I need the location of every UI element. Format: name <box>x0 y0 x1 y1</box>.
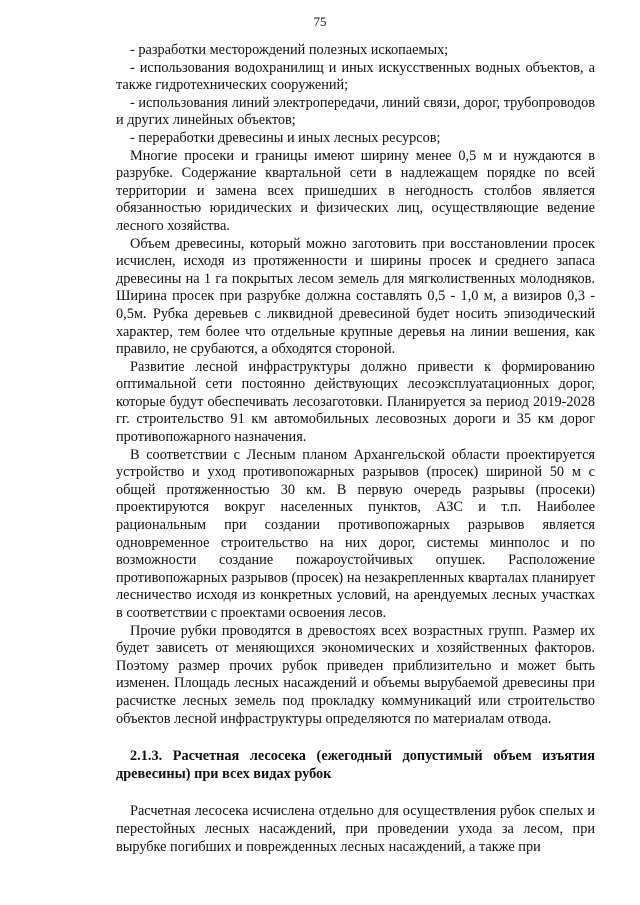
section-heading: 2.1.3. Расчетная лесосека (ежегодный допустимый объем изъятия древесины) при всех видах рубок <box>116 748 595 782</box>
list-item: - переработки древесины и иных лесных ресурсов; <box>130 129 441 146</box>
paragraph: Многие просеки и границы имеют ширину менее 0,5 м и нуждаются в разрубке. Содержание квартальной сети в надлежащем порядке по всей территории и замена всех пришедших в негодность столбов является обязанностью юридических и физических лиц, осуществляющие ведение лесного хозяйства. <box>116 147 595 234</box>
list-item: - использования линий электропередачи, линий связи, дорог, трубопроводов и других линейных объектов; <box>116 94 595 129</box>
paragraph: Расчетная лесосека исчислена отдельно для осуществления рубок спелых и перестойных лесных насаждений, при проведении ухода за лесом, при вырубке погибших и поврежденных лесных насаждений, а также при <box>116 803 595 855</box>
paragraph: Объем древесины, который можно заготовить при восстановлении просек исчислен, исходя из протяженности и ширины просек и среднего запаса древесины на 1 га покрытых лесом земель для мягколиственных молодняков. Ширина просек при разрубке должна составлять 0,5 - 1,0 м, а визиров 0,3 - 0,5м. Рубка деревьев с ликвидной древесиной будет носить эпизодический характер, тем более что отдельные крупные деревья на линии вешения, как правило, не срубаются, а обходятся стороной. <box>116 235 595 358</box>
paragraph: Развитие лесной инфраструктуры должно привести к формированию оптимальной сети постоянно действующих лесоэксплуатационных дорог, которые будут обеспечивать лесозаготовки. Планируется за период 2019-2028 гг. строительство 91 км автомобильных лесовозных дороги и 35 км дорог противопожарного назначения. <box>116 358 595 446</box>
list-item: - использования водохранилищ и иных искусственных водных объектов, а также гидротехнических сооружений; <box>116 59 595 94</box>
document-body <box>116 42 595 856</box>
paragraph: В соответствии с Лесным планом Архангельской области проектируется устройство и уход противопожарных разрывов (просек) шириной 50 м с общей протяженностью 30 км. В первую очередь разрывы (просеки) проектируются вокруг населенных пунктов, АЗС и т.п. Наиболее рациональным при создании противопожарных разрывов является одновременное строительство на них дорог, системы минполос и по возможности создание пожароустойчивых опушек. Расположение противопожарных разрывов (просек) на незакрепленных кварталах планирует лесничество исходя из конкретных условий, на арендуемых лесных участках в соответствии с проектами освоения лесов. <box>116 446 595 621</box>
list-item: - разработки месторождений полезных ископаемых; <box>130 42 449 58</box>
paragraph: Прочие рубки проводятся в древостоях всех возрастных групп. Размер их будет зависеть от меняющихся экономических и хозяйственных факторов. Поэтому размер прочих рубок приведен приблизительно и может быть изменен. Площадь лесных насаждений и объемы вырубаемой древесины при расчистке лесных земель под прокладку коммуникаций или строительство объектов лесной инфраструктуры определяются по материалам отвода. <box>116 622 595 727</box>
page-number: 75 <box>313 14 327 29</box>
